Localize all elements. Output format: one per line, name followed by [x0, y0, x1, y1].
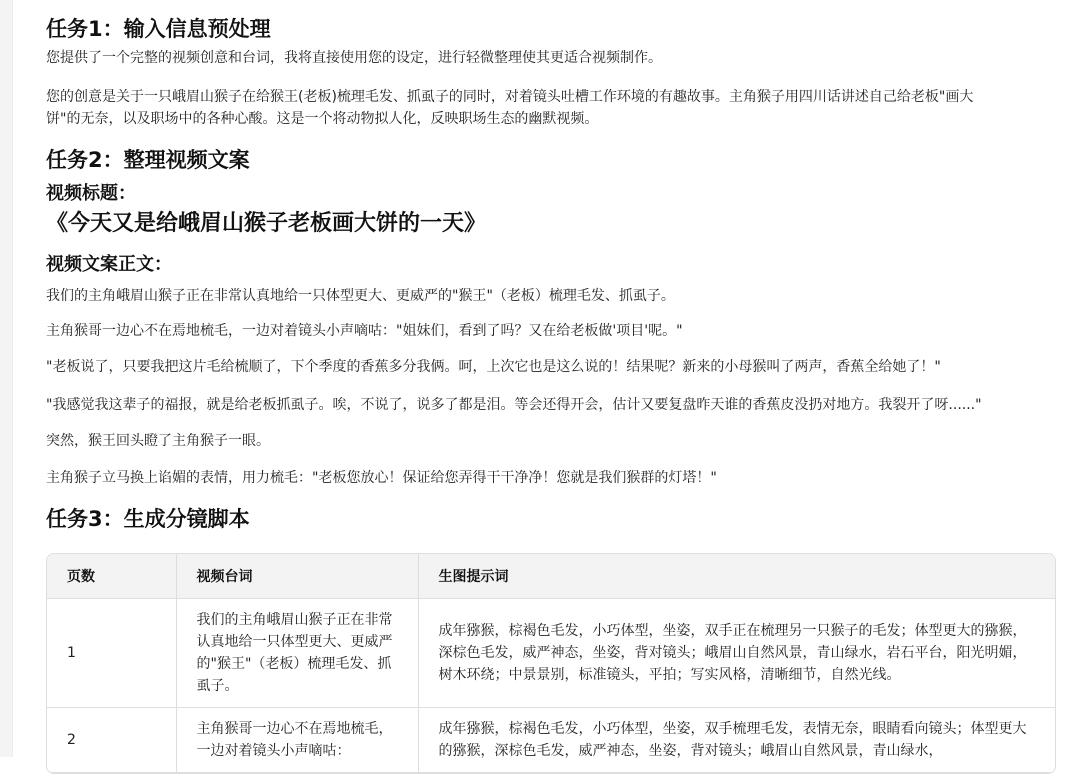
script-line-2: 主角猴哥一边心不在焉地梳毛，一边对着镜头小声嘀咕："姐妹们，看到了吗？又在给老板做'项目'呢。"	[46, 323, 683, 339]
script-line-4: "我感觉我这辈子的福报，就是给老板抓虱子。唉，不说了，说多了都是泪。等会还得开会，估计又要复盘昨天谁的香蕉皮没扔对地方。我裂开了呀......"	[46, 397, 982, 413]
task3-heading: 任务3：生成分镜脚本	[46, 507, 250, 531]
row-script: 我们的主角峨眉山猴子正在非常认真地给一只体型更大、更威严的"猴王"（老板）梳理毛发、抓虱子。	[176, 599, 418, 708]
script-line-5: 突然，猴王回头瞪了主角猴子一眼。	[46, 433, 270, 449]
task2-heading: 任务2：整理视频文案	[46, 148, 250, 172]
row-prompt: 成年猕猴，棕褐色毛发，小巧体型，坐姿，双手梳理毛发，表情无奈，眼睛看向镜头；体型更大的猕猴，深棕色毛发，威严神态，坐姿，背对镜头；峨眉山自然风景，青山绿水，	[418, 708, 1055, 773]
row-page-number: 1	[47, 599, 176, 708]
storyboard-table	[46, 553, 1056, 774]
video-body-label: 视频文案正文：	[46, 254, 172, 275]
header-page: 页数	[47, 554, 176, 599]
script-line-6: 主角猴子立马换上谄媚的表情，用力梳毛："老板您放心！保证给您弄得干干净净！您就是我们猴群的灯塔！"	[46, 470, 717, 486]
table-row	[47, 599, 1055, 708]
header-script: 视频台词	[176, 554, 418, 599]
table-header-row	[47, 554, 1055, 599]
script-line-1: 我们的主角峨眉山猴子正在非常认真地给一只体型更大、更威严的"猴王"（老板）梳理毛发、抓虱子。	[46, 288, 675, 304]
row-prompt: 成年猕猴，棕褐色毛发，小巧体型，坐姿，双手正在梳理另一只猴子的毛发；体型更大的猕猴，深棕色毛发，威严神态，坐姿，背对镜头；峨眉山自然风景，青山绿水，岩石平台，阳光明媚，树木环绕；中景景别，标准镜头，平拍；写实风格，清晰细节，自然光线。	[418, 599, 1055, 708]
task1-heading: 任务1：输入信息预处理	[46, 17, 271, 41]
row-page-number: 2	[47, 708, 176, 773]
task1-paragraph-2-line-1: 您的创意是关于一只峨眉山猴子在给猴王(老板)梳理毛发、抓虱子的同时，对着镜头吐槽工作环境的有趣故事。主角猴子用四川话讲述自己给老板"画大	[46, 89, 974, 105]
table-row	[47, 708, 1055, 773]
task1-paragraph-2-line-2: 饼"的无奈，以及职场中的各种心酸。这是一个将动物拟人化，反映职场生态的幽默视频。	[46, 111, 599, 127]
task1-paragraph-1: 您提供了一个完整的视频创意和台词，我将直接使用您的设定，进行轻微整理使其更适合视频制作。	[46, 50, 662, 66]
left-sidebar-strip	[0, 0, 13, 757]
video-title-label: 视频标题：	[46, 183, 136, 204]
header-prompt: 生图提示词	[418, 554, 1055, 599]
script-line-3: "老板说了，只要我把这片毛给梳顺了，下个季度的香蕉多分我俩。呵，上次它也是这么说的！结果呢？新来的小母猴叫了两声，香蕉全给她了！"	[46, 359, 941, 375]
video-title: 《今天又是给峨眉山猴子老板画大饼的一天》	[46, 211, 487, 236]
row-script: 主角猴哥一边心不在焉地梳毛，一边对着镜头小声嘀咕：	[176, 708, 418, 773]
